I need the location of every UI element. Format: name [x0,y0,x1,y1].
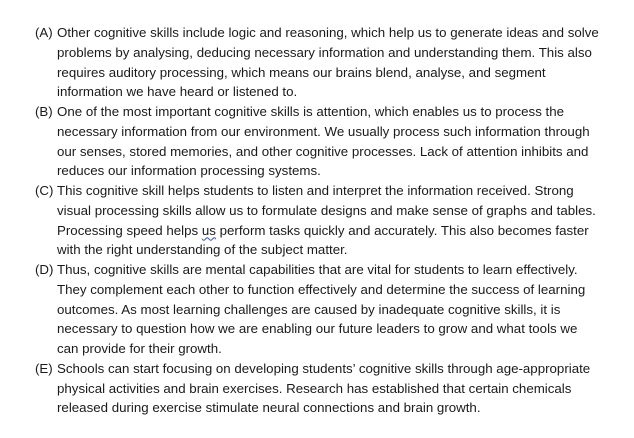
paragraph-text [57,181,617,260]
text-line: necessary to question how we are enabling our future leaders to grow and what tools we [57,321,578,337]
text-line: They complement each other to function effectively and determine the success of learning [57,281,586,297]
text-line: with the right understanding of the subject matter. [57,242,348,258]
text-line: This cognitive skill helps students to listen and interpret the information received. Strong [57,183,574,198]
paragraph-text [57,260,617,359]
text-line: outcomes. As most learning challenges are caused by inadequate cognitive skills, it is [57,301,561,317]
paragraph-b [0,102,634,181]
paragraph-e [0,359,634,418]
text-line: One of the most important cognitive skills is attention, which enables us to process the [57,104,565,119]
paragraph-c [0,181,634,260]
item-letter: (C) [35,183,54,198]
text-line: requires auditory processing, which means our brains blend, analyse, and segment [57,64,546,80]
spellcheck-underline: us [201,222,216,238]
item-letter: (E) [35,360,53,376]
text-line: can provide for their growth. [57,341,222,356]
paragraph-a [0,23,634,102]
text-line: problems by analysing, deducing necessary information and understanding them. This also [57,44,592,60]
text-line: information we have heard or listened to. [57,84,298,100]
text-line: our senses, stored memories, and other cognitive processes. Lack of attention inhibits and [57,143,589,159]
text-line: Thus, cognitive skills are mental capabilities that are vital for students to learn effectively. [57,262,578,277]
text-line: released during exercise stimulate neural connections and brain growth. [57,400,481,416]
text-line: physical activities and brain exercises. Research has established that certain chemicals [57,380,572,396]
paragraph-text [57,102,617,181]
text-line: Schools can start focusing on developing students’ cognitive skills through age-appropriate [57,360,591,376]
text-line-spellcheck: Processing speed helps us perform tasks quickly and accurately. This also becomes faster [57,222,589,238]
paragraph-d [0,260,634,359]
paragraph-text [57,23,617,102]
text-line: visual processing skills allow us to formulate designs and make sense of graphs and tables. [57,202,596,218]
text-line: Other cognitive skills include logic and reasoning, which help us to generate ideas and solve [57,25,599,40]
paragraph-text [57,359,617,418]
text-line: necessary information from our environment. We usually process such information through [57,123,590,139]
text-line: reduces our information processing systems. [57,163,321,179]
item-letter: (B) [35,104,53,119]
item-letter: (D) [35,262,54,277]
item-letter: (A) [35,25,53,40]
